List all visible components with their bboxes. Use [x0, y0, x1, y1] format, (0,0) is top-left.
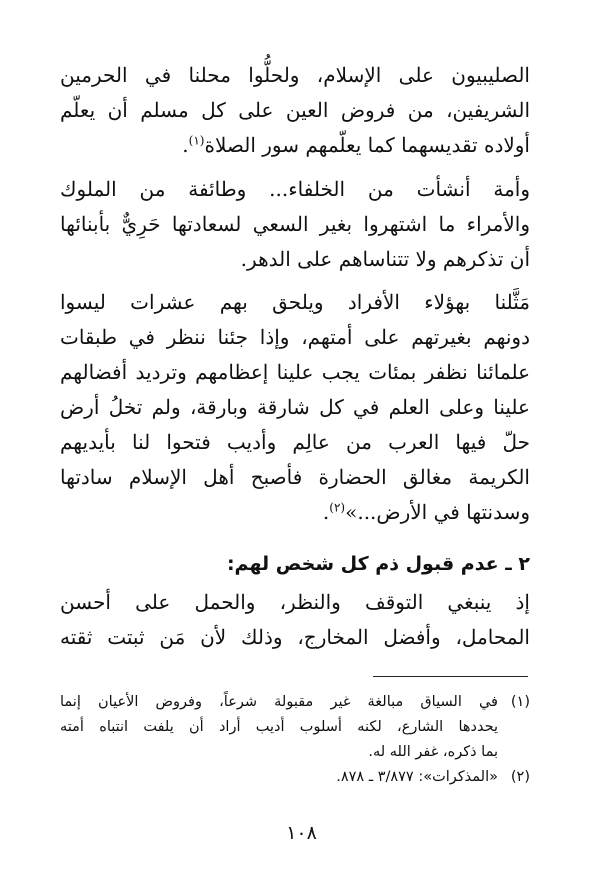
text-line: وأمة أنشأت من الخلفاء... وطائفة من الملوك: [60, 177, 530, 201]
text-line: حلّ فيها العرب من عالِم وأديب فتحوا لنا بأيديهم: [60, 430, 530, 454]
sentence-end: .: [322, 500, 330, 524]
footnote-separator: [373, 676, 528, 677]
footnote-1-line: [60, 690, 530, 715]
text-line: دونهم بغيرتهم على أمتهم، وإذا جئنا ننظر في طبقات: [60, 325, 530, 349]
footnote-2-number: (٢): [510, 769, 530, 785]
footnote-ref-1[interactable]: (١): [188, 133, 205, 148]
footnote-ref-2[interactable]: (٢): [329, 500, 346, 515]
sentence-end: .: [182, 133, 189, 157]
paragraph-4: [60, 585, 530, 655]
footnote-2-line: [60, 765, 530, 790]
text-line: [60, 495, 530, 530]
text-line: مَثَّلنا بهؤلاء الأفراد ويلحق بهم عشرات ليسوا: [60, 290, 530, 314]
text-line: المحامل، وأفضل المخارج، وذلك لأن مَن ثبتت ثقته: [60, 625, 530, 649]
text-line: إذ ينبغي التوقف والنظر، والحمل على أحسن: [60, 590, 530, 614]
text-line: والأمراء ما اشتهروا بغير السعي لسعادتها حَرِيٌّ بأبنائها: [60, 212, 530, 236]
text-line: الكريمة مغالق الحضارة فأصبح أهل الإسلام سادتها: [60, 465, 530, 489]
text-line: علمائنا نظفر بمئات يجب علينا إعظامهم وترديد أفضالهم: [60, 360, 530, 384]
footnotes: [60, 690, 530, 790]
text-line: علينا وعلى العلم في كل شارقة وبارقة، ولم تخلُ أرض: [60, 395, 530, 419]
section-heading: ٢ ـ عدم قبول ذم كل شخص لهم:: [226, 553, 530, 575]
text-line: [60, 128, 530, 163]
footnote-2-text: «المذكرات»: ٣/٨٧٧ ـ ٨٧٨.: [336, 769, 498, 785]
paragraph-2: [60, 172, 530, 277]
text-line: الصليبيون على الإسلام، ولحلُّوا محلنا في الحرمين: [60, 63, 530, 87]
footnote-1-text: في السياق مبالغة غير مقبولة شرعاً، وفروض الأعيان إنما: [60, 694, 498, 710]
footnote-1-line: يحددها الشارع، لكنه أسلوب أديب أراد أن يلفت انتباه أمته: [60, 719, 498, 735]
text-line: أن تذكرهم ولا تتناساهم على الدهر.: [240, 247, 530, 271]
text-line-content: وسدنتها في الأرض...»: [345, 500, 530, 524]
paragraph-3: [60, 285, 530, 530]
footnote-1-number: (١): [510, 694, 530, 710]
paragraph-1: [60, 58, 530, 163]
page-number: ١٠٨: [286, 822, 317, 844]
text-line: الشريفين، من فروض العين على كل مسلم أن يعلّم: [60, 98, 530, 122]
footnote-1-line: بما ذكره، غفر الله له.: [368, 744, 498, 760]
text-line-content: أولاده تقديسهما كما يعلّمهم سور الصلاة: [204, 133, 530, 157]
